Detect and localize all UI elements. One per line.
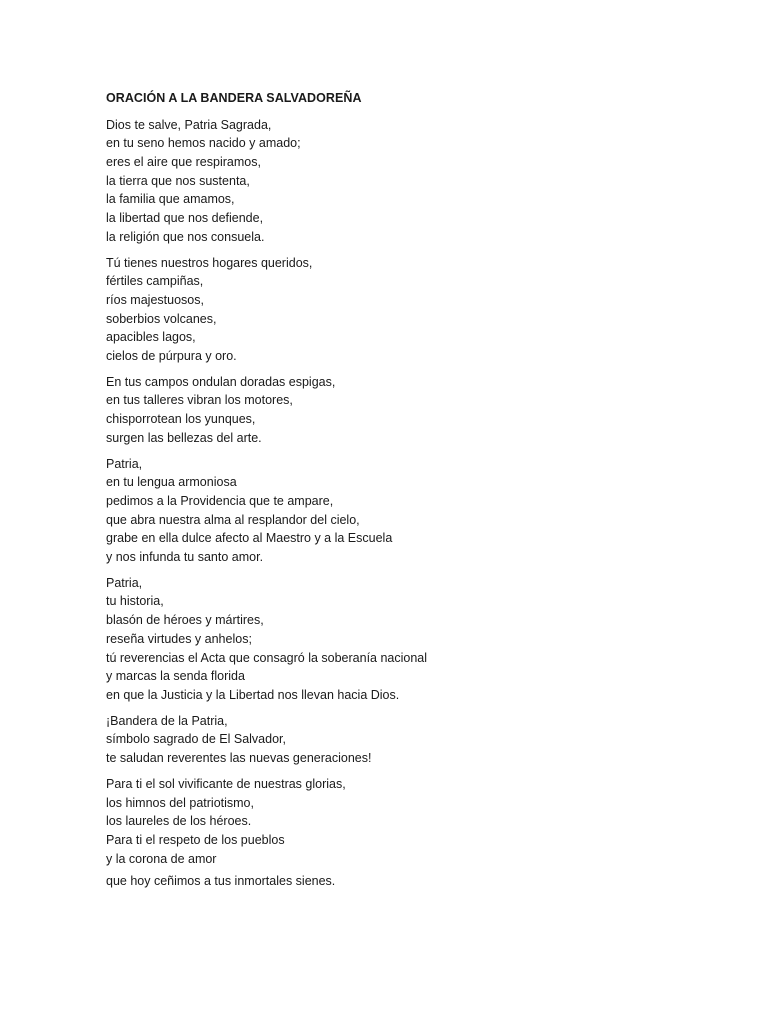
poem-line: que abra nuestra alma al resplandor del cielo, — [106, 512, 360, 527]
poem-line: y marcas la senda florida — [106, 669, 245, 684]
poem-line: fértiles campiñas, — [106, 274, 204, 289]
poem-line: los laureles de los héroes. — [106, 814, 252, 829]
poem-line: cielos de púrpura y oro. — [106, 349, 237, 364]
poem-line: Tú tienes nuestros hogares queridos, — [106, 255, 313, 270]
poem-line: la libertad que nos defiende, — [106, 211, 264, 226]
poem-line: soberbios volcanes, — [106, 311, 217, 326]
poem-line: chisporrotean los yunques, — [106, 412, 256, 427]
poem-line: símbolo sagrado de El Salvador, — [106, 732, 286, 747]
stanza — [106, 455, 746, 567]
poem-line: surgen las bellezas del arte. — [106, 430, 262, 445]
poem-line: apacibles lagos, — [106, 330, 196, 345]
poem-line: pedimos a la Providencia que te ampare, — [106, 493, 334, 508]
poem-line: Patria, — [106, 575, 143, 590]
poem-line: ¡Bandera de la Patria, — [106, 713, 228, 728]
stanza — [106, 574, 746, 705]
poem-line: Para ti el respeto de los pueblos — [106, 832, 285, 847]
poem-line: la tierra que nos sustenta, — [106, 173, 250, 188]
poem-line: te saludan reverentes las nuevas generaciones! — [106, 751, 372, 766]
poem-line: reseña virtudes y anhelos; — [106, 631, 252, 646]
stanza — [106, 373, 746, 448]
poem-line: los himnos del patriotismo, — [106, 795, 254, 810]
poem-line: en que la Justicia y la Libertad nos llevan hacia Dios. — [106, 687, 400, 702]
poem-line: que hoy ceñimos a tus inmortales sienes. — [106, 874, 336, 889]
poem-line: en tu lengua armoniosa — [106, 475, 237, 490]
stanza — [106, 254, 746, 366]
poem-line: en tus talleres vibran los motores, — [106, 393, 293, 408]
document-title: ORACIÓN A LA BANDERA SALVADOREÑA — [106, 91, 362, 105]
document-page — [106, 89, 746, 898]
poem-line: tú reverencias el Acta que consagró la soberanía nacional — [106, 650, 428, 665]
poem-line: eres el aire que respiramos, — [106, 155, 261, 169]
poem-line: tu historia, — [106, 594, 164, 609]
poem-line: y la corona de amor — [106, 851, 217, 866]
stanza — [106, 712, 746, 768]
stanza — [106, 775, 746, 869]
poem-line: Patria, — [106, 456, 143, 471]
poem-line: en tu seno hemos nacido y amado; — [106, 136, 301, 151]
poem-line: la religión que nos consuela. — [106, 229, 265, 244]
poem-line: la familia que amamos, — [106, 192, 235, 207]
poem-line: En tus campos ondulan doradas espigas, — [106, 374, 336, 389]
poem-line: Dios te salve, Patria Sagrada, — [106, 117, 272, 132]
poem-line: grabe en ella dulce afecto al Maestro y a la Escuela — [106, 531, 393, 546]
poem-line: Para ti el sol vivificante de nuestras glorias, — [106, 776, 346, 791]
poem-line: y nos infunda tu santo amor. — [106, 550, 264, 565]
poem-body — [106, 116, 746, 891]
poem-line: ríos majestuosos, — [106, 292, 204, 307]
stanza — [106, 872, 746, 891]
stanza — [106, 116, 746, 247]
poem-line: blasón de héroes y mártires, — [106, 613, 264, 628]
